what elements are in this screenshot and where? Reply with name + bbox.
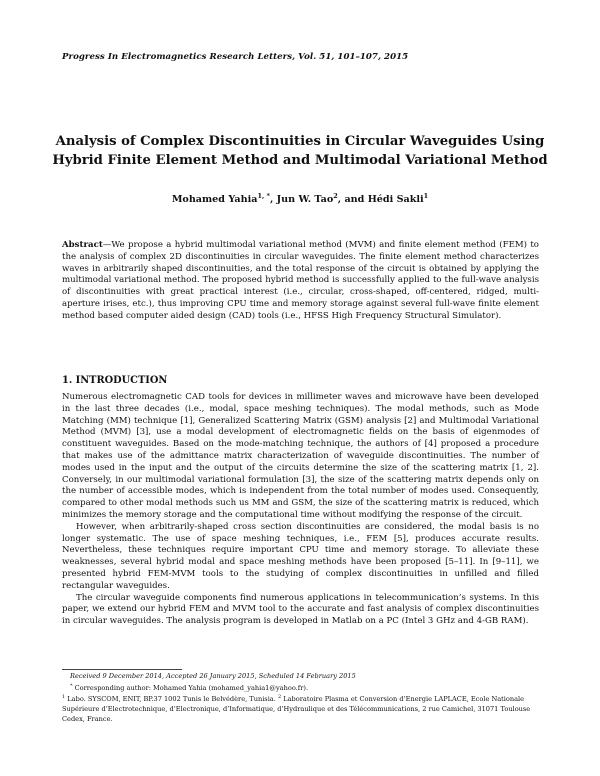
author-separator: , and: [337, 194, 368, 206]
abstract-label: Abstract: [62, 240, 103, 250]
footnote-mark: 1: [62, 694, 66, 701]
affiliation-2: Laboratoire Plasma et Conversion d’Energie LAPLACE, Ecole Nationale Supérieure d’Electrotechnique, d’Electronique, d’Informatique, d’Hydraulique et des Télécommunications, 2 rue Camichel, 31071 Toulouse Cedex, France.: [62, 695, 531, 723]
abstract: [62, 240, 539, 323]
footnote-mark: 2: [277, 694, 282, 701]
footnote-rule: [62, 669, 182, 670]
journal-header: Progress In Electromagnetics Research Letters, Vol. 51, 101–107, 2015: [62, 52, 409, 62]
received-dates: Received 9 December 2014, Accepted 26 January 2015, Scheduled 14 February 2015: [70, 672, 356, 680]
footnotes: [62, 672, 539, 724]
author-3-affiliation: 1: [423, 192, 429, 200]
abstract-text: —We propose a hybrid multimodal variational method (MVM) and finite element method (FEM) to the analysis of complex 2D discontinuities in circular waveguides. The finite element method characterizes waves in arbitrarily shaped discontinuities, and the total response of the circuit is obtained by applying the multimodal variational method. The proposed hybrid method is successfully applied to the full-wave analysis of discontinuities with great practical interest (i.e., circular, cross-shaped, off-centered, ridged, multi-aperture irises, etc.), thus improving CPU time and memory storage against several full-wave finite element method based computer aided design (CAD) tools (i.e., HFSS High Frequency Structural Simulator).: [62, 240, 539, 321]
paragraph: However, when arbitrarily-shaped cross section discontinuities are considered, the modal basis is no longer systematic. The use of space meshing techniques, i.e., FEM [5], produces accurate results. Nevertheless, these techniques require important CPU time and memory storage. To alleviate these weaknesses, several hybrid modal and space meshing methods have been proposed [5–11]. In [9–11], we presented hybrid FEM-MVM tools to the studying of complex discontinuities in unfilled and filled rectangular waveguides.: [62, 521, 539, 591]
author-1: Mohamed Yahia: [171, 194, 258, 206]
corresponding-author: * Corresponding author: Mohamed Yahia (mohamed_yahia1@yahoo.fr).: [70, 682, 309, 692]
footnote-mark: *: [70, 682, 73, 689]
author-separator: ,: [269, 194, 277, 206]
author-3: Hédi Sakli: [367, 194, 424, 206]
body-text: [62, 392, 539, 628]
paragraph: The circular waveguide components find numerous applications in telecommunication’s systems. In this paper, we extend our hybrid FEM and MVM tool to the accurate and fast analysis of complex discontinuities in circular waveguides. The analysis program is developed in Matlab on a PC (Intel 3 GHz and 4-GB RAM).: [62, 592, 539, 627]
affiliation-1: Labo. SYSCOM, ENIT, BP.37 1002 Tunis le Belvédère, Tunisia.: [67, 695, 276, 704]
author-2: Jun W. Tao: [276, 194, 334, 206]
author-2-affiliation: 2: [333, 192, 338, 200]
paper-title: [40, 132, 560, 170]
title-line-1: Analysis of Complex Discontinuities in Circular Waveguides Using: [55, 134, 545, 149]
title-line-2: Hybrid Finite Element Method and Multimodal Variational Method: [52, 153, 548, 168]
author-1-affiliation: 1, *: [257, 192, 270, 200]
section-heading: 1. INTRODUCTION: [62, 375, 168, 386]
affiliations: [62, 693, 539, 724]
paragraph: Numerous electromagnetic CAD tools for devices in millimeter waves and microwave have been developed in the last three decades (i.e., modal, space meshing techniques). The modal methods, such as Mode Matching (MM) technique [1], Generalized Scattering Matrix (GSM) analysis [2] and Multimodal Variational Method (MVM) [3], use a modal development of electromagnetic fields on the basis of eigenmodes of constituent waveguides. Based on the mode-matching technique, the authors of [4] proposed a procedure that makes use of the admittance matrix characterization of waveguide discontinuities. The number of modes used in the input and the output of the circuits determine the size of the scattering matrix [1, 2]. Conversely, in our multimodal variational formulation [3], the size of the scattering matrix depends only on the number of accessible modes, which is independent from the total number of modes used. Consequently, compared to other modal methods such us MM and GSM, the size of the scattering matrix is reduced, which minimizes the memory storage and the computational time without modifying the response of the circuit.: [62, 392, 539, 520]
author-list: [40, 192, 560, 205]
